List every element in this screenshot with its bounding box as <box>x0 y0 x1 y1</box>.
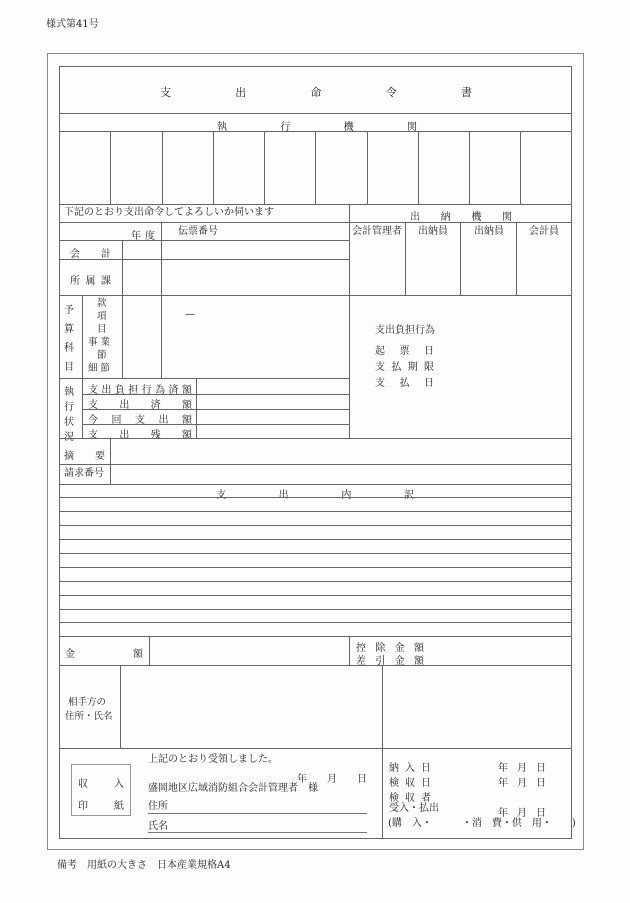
delivery-date-value: 年 月 日 <box>498 763 546 774</box>
voucher-number-field[interactable] <box>162 241 349 259</box>
dates-payment-date-label: 支 払 日 <box>375 378 434 389</box>
department-field[interactable] <box>162 260 349 295</box>
treasury-col-accounting-manager: 会計管理者 <box>352 226 402 237</box>
voucher-number-label: 伝票番号 <box>178 226 218 237</box>
payee-field[interactable] <box>121 666 382 748</box>
seal-cell-divider <box>264 131 265 204</box>
amount-field[interactable] <box>150 637 349 665</box>
seal-cell-divider <box>367 131 368 204</box>
status-committed-label: 支 出 負 担 行 為 済 額 <box>88 385 192 396</box>
receipt-addressee: 盛岡地区広域消防組合会計管理者 様 <box>148 783 318 794</box>
receipt-name-label: 氏名 <box>148 821 168 832</box>
budget-item-label: 予 算 科 目 <box>64 305 74 373</box>
amount-label: 金 額 <box>65 649 143 660</box>
form-title: 支 出 命 令 書 <box>160 86 472 99</box>
receipt-dispatch-date-value: 年 月 日 <box>498 808 546 819</box>
receipt-received-text: 上記のとおり受領しました。 <box>148 754 278 765</box>
status-remaining-field[interactable] <box>197 425 349 438</box>
breakdown-row[interactable] <box>60 526 572 539</box>
seal-cell-divider <box>469 131 470 204</box>
payee-remarks-field[interactable] <box>383 666 572 748</box>
deduction-amount-field[interactable] <box>430 637 572 665</box>
status-committed-field[interactable] <box>197 379 349 394</box>
breakdown-row[interactable] <box>60 512 572 525</box>
receipt-date: 年 月 日 <box>297 774 367 785</box>
seal-cell-divider <box>162 131 163 204</box>
footnote: 備考 用紙の大きさ 日本産業規格A4 <box>57 860 231 871</box>
seal-cell-divider <box>418 131 419 204</box>
request-text: 下記のとおり支出命令してよろしいか伺います <box>64 207 274 218</box>
breakdown-row[interactable] <box>60 554 572 567</box>
inspection-date-value: 年 月 日 <box>498 778 546 789</box>
executing-agency-header: 執 行 機 関 <box>217 122 417 133</box>
receipt-name-field[interactable] <box>170 819 367 832</box>
payee-label-line2: 住所・氏名 <box>65 711 113 722</box>
status-remaining-label: 支 出 残 額 <box>88 430 192 441</box>
budget-dash: — <box>185 309 195 320</box>
breakdown-row[interactable] <box>60 596 572 609</box>
dates-payment-deadline-label: 支 払 期 限 <box>375 362 434 373</box>
receipt-address-field[interactable] <box>170 799 367 812</box>
dates-voucher-date-label: 起 票 日 <box>375 346 434 357</box>
breakdown-row[interactable] <box>60 610 572 622</box>
treasury-col-cashier-1: 出納員 <box>418 226 448 237</box>
status-paid-label: 支 出 済 額 <box>88 400 192 411</box>
seal-cell-divider <box>520 131 521 204</box>
invoice-number-field[interactable] <box>111 465 572 484</box>
budget-name-field[interactable] <box>162 296 349 378</box>
receipt-address-label: 住所 <box>148 801 168 812</box>
status-current-payment-field[interactable] <box>197 410 349 424</box>
inspection-date-label: 検 収 日 <box>389 778 431 789</box>
revenue-stamp-label-row1: 収 入 <box>78 779 124 790</box>
budget-kou-label: 項 <box>97 311 107 322</box>
revenue-stamp-label-row2: 印 紙 <box>78 801 124 812</box>
department-label: 所 属 課 <box>70 276 111 287</box>
budget-moku-label: 目 <box>97 324 107 335</box>
budget-setsu-label: 節 <box>97 350 107 361</box>
budget-kan-label: 款 <box>97 298 107 309</box>
seal-cell-divider <box>213 131 214 204</box>
treasury-col-cashier-2: 出納員 <box>474 226 504 237</box>
net-amount-label: 差 引 金 額 <box>356 656 424 667</box>
receipt-dispatch-label: 受入・払出 <box>389 803 439 814</box>
account-label: 会 計 <box>70 249 111 260</box>
breakdown-header: 支 出 内 訳 <box>216 490 414 501</box>
status-paid-field[interactable] <box>197 395 349 409</box>
dates-commitment-label: 支出負担行為 <box>375 325 435 336</box>
breakdown-row[interactable] <box>60 623 572 636</box>
fiscal-year-label: 年 度 <box>131 231 155 242</box>
usage-classification: (購 入・ ・消 費・供 用・ ) <box>388 818 576 829</box>
treasury-agency-header: 出 納 機 関 <box>410 212 512 223</box>
breakdown-row[interactable] <box>60 498 572 511</box>
budget-saisetsu-label: 細 節 <box>88 363 111 374</box>
invoice-number-label: 請求番号 <box>64 468 104 479</box>
budget-code-field[interactable] <box>123 296 161 378</box>
treasury-col-accountant: 会計員 <box>529 226 559 237</box>
summary-field[interactable] <box>111 439 572 464</box>
summary-label: 摘 要 <box>64 451 105 462</box>
seal-cell-divider <box>315 131 316 204</box>
budget-jigyo-label: 事 業 <box>88 337 111 348</box>
status-current-payment-label: 今 回 支 出 額 <box>88 415 192 426</box>
seal-cell-divider <box>110 131 111 204</box>
breakdown-row[interactable] <box>60 582 572 595</box>
execution-status-label: 執 行 状 況 <box>64 387 74 443</box>
payee-label-line1: 相手方の <box>68 697 107 708</box>
form-number: 様式第41号 <box>46 19 99 30</box>
inspector-label: 検 収 者 <box>389 793 431 804</box>
fiscal-year-field[interactable] <box>123 241 161 259</box>
breakdown-row[interactable] <box>60 568 572 581</box>
delivery-date-label: 納 入 日 <box>389 763 431 774</box>
breakdown-row[interactable] <box>60 540 572 553</box>
deduction-amount-label: 控 除 金 額 <box>356 643 424 654</box>
